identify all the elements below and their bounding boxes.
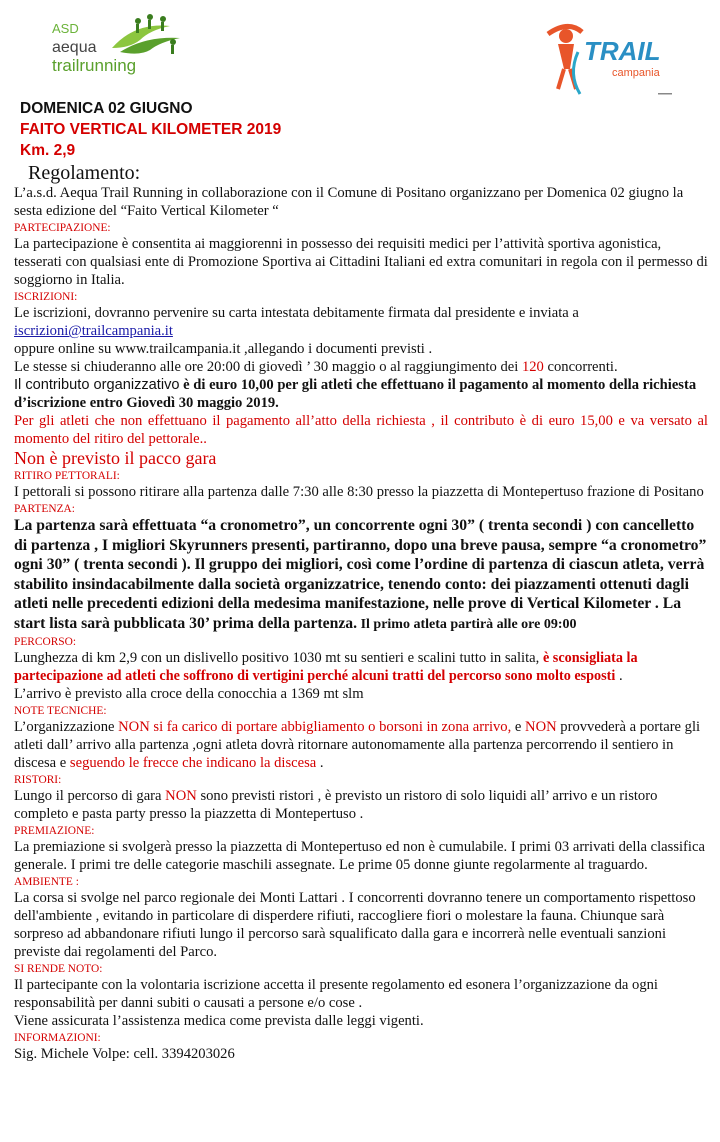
note-tecniche-text: L’organizzazione NON si fa carico di portare abbigliamento o borsoni in zona arrivo, e NON provvederà a portare gli atleti dall’ arrivo alla partenza ,ogni atleta dovrà ritornare autonomamente alla partenza percorrendo il sentiero in discesa e seguendo le frecce che indicano la discesa . [14,719,701,771]
svg-text:aequa: aequa [52,39,97,56]
section-partecipazione: PARTECIPAZIONE: [14,222,111,234]
section-percorso: PERCORSO: [14,636,77,648]
informazioni-contact: Sig. Michele Volpe: cell. 3394203026 [14,1046,235,1062]
section-ritiro-pettorali: RITIRO PETTORALI: [14,470,120,482]
si-rende-noto-text: Il partecipante con la volontaria iscrizione accetta il presente regolamento ed esonera l’organizzazione da ogni responsabilità per danni subiti o causati a persone e/o cose . [14,977,658,1011]
iscrizioni-online: oppure online su www.trailcampania.it ,allegando i documenti previsti . [14,341,433,357]
partenza-text: La partenza sarà effettuata “a cronometro”, un concorrente ogni 30” ( trenta secondi ) con cancelletto di partenza , I migliori Skyrunners presenti, partiranno, dopo una breve pausa, sempre “a cronometro” ogni 30” ( trenta secondi ). Il gruppo dei migliori, così come l’ordine di partenza di ciascun atleta, verrà stabilito insindacabilmente dalla società organizzatrice, tenendo conto: dei piazzamenti ottenuti dagli atleti nelle precedenti edizioni della medesima manifestazione, nelle prove di Vertical Kilometer . La start lista sarà pubblicata 30’ prima della partenza. Il primo atleta partirà alle ore 09:00 [14,517,707,632]
iscrizioni-deadline: Le stesse si chiuderanno alle ore 20:00 di giovedì ’ 30 maggio o al raggiungimento dei 120 concorrenti. [14,359,618,375]
svg-text:ASD: ASD [52,21,79,36]
ritiro-text: I pettorali si possono ritirare alla partenza dalle 7:30 alle 8:30 presso la piazzetta di Montepertuso frazione di Positano [14,484,704,500]
premiazione-text: La premiazione si svolgerà presso la piazzetta di Montepertuso ed non è cumulabile. I primi 03 arrivati della classifica generale. I primi tre delle categorie maschili assegnate. Le prime 05 donne giunte regolarmente al traguardo. [14,839,705,873]
ambiente-text: La corsa si svolge nel parco regionale dei Monti Lattari . I concorrenti dovranno tenere un comportamento rispettoso dell'ambiente , evitando in particolare di disperdere rifiuti, raccogliere fiori o molestare la fauna. Chiunque sarà sorpreso ad abbandonare rifiuti lungo il percorso sarà squalificato dalla gara e incorrerà nelle eventuali sanzioni previste dai regolamenti del Parco. [14,890,696,960]
regolamento-content [14,98,708,1063]
regolamento-heading: Regolamento: [28,162,141,184]
svg-text:campania: campania [612,67,660,79]
section-partenza: PARTENZA: [14,503,75,515]
contributo-late-text: Per gli atleti che non effettuano il pagamento all’atto della richiesta , il contributo è di euro 15,00 e va versato al momento del ritiro del pettorale.. [14,413,708,447]
section-ambiente: AMBIENTE : [14,876,79,888]
iscrizioni-email-link[interactable]: iscrizioni@trailcampania.it [14,323,173,339]
section-note-tecniche: NOTE TECNICHE: [14,705,107,717]
trail-campania-logo [538,14,678,96]
contributo-text: Il contributo organizzativo è di euro 10,00 per gli atleti che effettuano il pagamento al momento della richiesta d’iscrizione entro Giovedì 30 maggio 2019. [14,377,697,411]
svg-text:TRAIL: TRAIL [584,36,661,66]
section-iscrizioni: ISCRIZIONI: [14,291,78,303]
section-si-rende-noto: SI RENDE NOTO: [14,963,103,975]
svg-text:trailrunning: trailrunning [52,56,137,75]
percorso-text: Lunghezza di km 2,9 con un dislivello positivo 1030 mt su sentieri e scalini tutto in salita, è sconsigliata la partecipazione ad atleti che soffrono di vertigini perché alcuni tratti del percorso sono molto esposti . [14,650,638,684]
percorso-arrivo: L’arrivo è previsto alla croce della conocchia a 1369 mt slm [14,686,364,702]
section-ristori: RISTORI: [14,774,62,786]
event-date: DOMENICA 02 GIUGNO [20,100,193,117]
section-premiazione: PREMIAZIONE: [14,825,95,837]
intro-text: L’a.s.d. Aequa Trail Running in collaborazione con il Comune di Positano organizzano per Domenica 02 giugno la sesta edizione del “Faito Vertical Kilometer “ [14,185,684,219]
event-distance: Km. 2,9 [20,142,76,159]
ristori-text: Lungo il percorso di gara NON sono previsti ristori , è previsto un ristoro di solo liquidi all’ arrivo e un ristoro completo e pasta party presso la piazzetta di Montepertuso . [14,788,658,822]
section-informazioni: INFORMAZIONI: [14,1032,101,1044]
event-title: FAITO VERTICAL KILOMETER 2019 [20,121,282,138]
assistenza-medica-text: Viene assicurata l’assistenza medica come prevista dalle leggi vigenti. [14,1013,424,1029]
aequa-trailrunning-logo [50,12,185,78]
partecipazione-text: La partecipazione è consentita ai maggiorenni in possesso dei requisiti medici per l’attività sportiva agonistica, tesserati con qualsiasi ente di Promozione Sportiva ai Cittadini Italiani ed extra comunitari in regola con il permesso di soggiorno in Italia. [14,236,708,288]
pacco-gara-note: Non è previsto il pacco gara [14,448,217,468]
iscrizioni-text: Le iscrizioni, dovranno pervenire su carta intestata debitamente firmata dal presidente e inviata a [14,305,579,321]
